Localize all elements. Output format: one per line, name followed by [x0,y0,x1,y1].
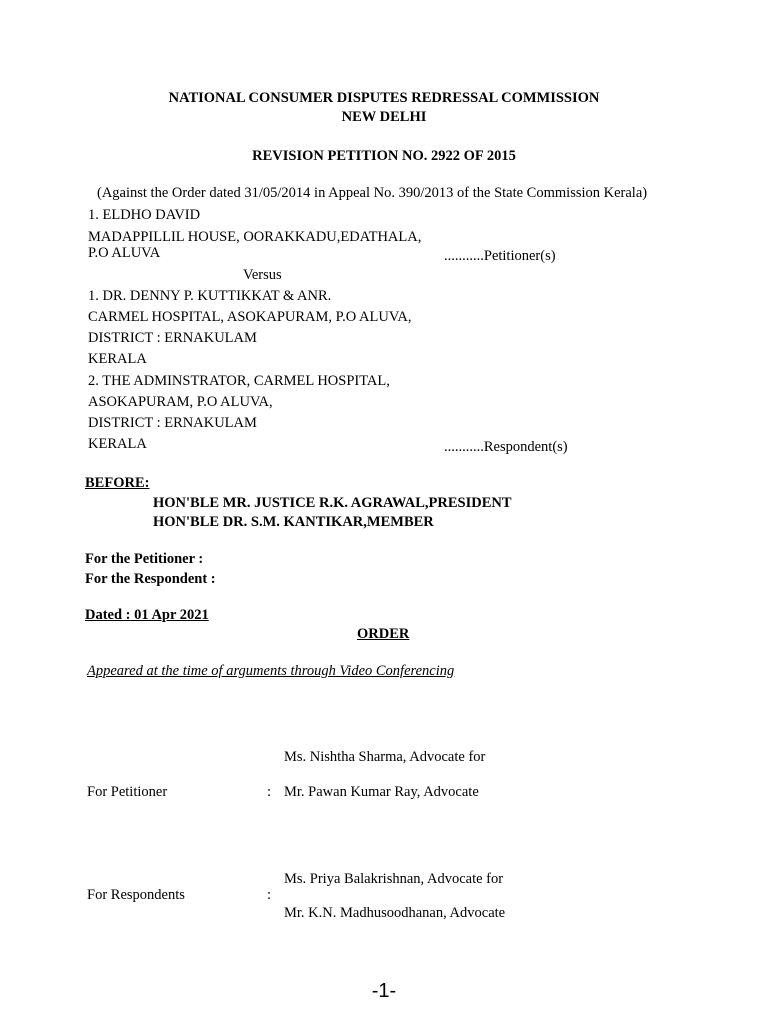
page-number: -1- [371,980,397,1002]
commission-city: NEW DELHI [341,109,427,125]
for-respondents-row-label: For Respondents [87,887,185,903]
respondent-line: 2. THE ADMINSTRATOR, CARMEL HOSPITAL, [88,373,390,389]
petitioner-address-line: P.O ALUVA [88,245,161,261]
petitioner-address-line: MADAPPILLIL HOUSE, OORAKKADU,EDATHALA, [88,229,422,245]
respondent-line: 1. DR. DENNY P. KUTTIKKAT & ANR. [88,288,332,304]
appearance-note: Appeared at the time of arguments through Video Conferencing [87,663,455,679]
respondent-role: ...........Respondent(s) [444,439,568,455]
for-petitioner-label: For the Petitioner : [85,551,204,567]
order-title: ORDER [357,626,410,642]
petitioner-colon: : [267,784,272,800]
respondents-colon: : [267,887,272,903]
bench-member: HON'BLE MR. JUSTICE R.K. AGRAWAL,PRESIDENT [153,495,512,511]
petitioner-role: ...........Petitioner(s) [444,248,556,264]
petitioner-advocate-line2: Mr. Pawan Kumar Ray, Advocate [284,784,479,800]
petition-number: REVISION PETITION NO. 2922 OF 2015 [252,148,516,164]
for-respondent-label: For the Respondent : [85,571,216,587]
respondent-advocate-line2: Mr. K.N. Madhusoodhanan, Advocate [284,905,506,921]
respondent-line: DISTRICT : ERNAKULAM [88,330,257,346]
before-label: BEFORE: [85,475,150,491]
bench-member: HON'BLE DR. S.M. KANTIKAR,MEMBER [153,514,434,530]
commission-title: NATIONAL CONSUMER DISPUTES REDRESSAL COMMISSION [168,90,600,106]
for-petitioner-row-label: For Petitioner [87,784,168,800]
versus-label: Versus [243,267,282,283]
respondent-line: KERALA [88,436,147,452]
respondent-line: DISTRICT : ERNAKULAM [88,415,257,431]
respondent-line: ASOKAPURAM, P.O ALUVA, [88,394,273,410]
petitioner-advocate-line1: Ms. Nishtha Sharma, Advocate for [284,749,486,765]
respondent-line: KERALA [88,351,147,367]
against-order-line: (Against the Order dated 31/05/2014 in Appeal No. 390/2013 of the State Commission Kerala) [97,185,648,201]
respondent-line: CARMEL HOSPITAL, ASOKAPURAM, P.O ALUVA, [88,309,412,325]
respondent-advocate-line1: Ms. Priya Balakrishnan, Advocate for [284,871,504,887]
order-date: Dated : 01 Apr 2021 [85,607,209,623]
petitioner-name: 1. ELDHO DAVID [88,207,201,223]
